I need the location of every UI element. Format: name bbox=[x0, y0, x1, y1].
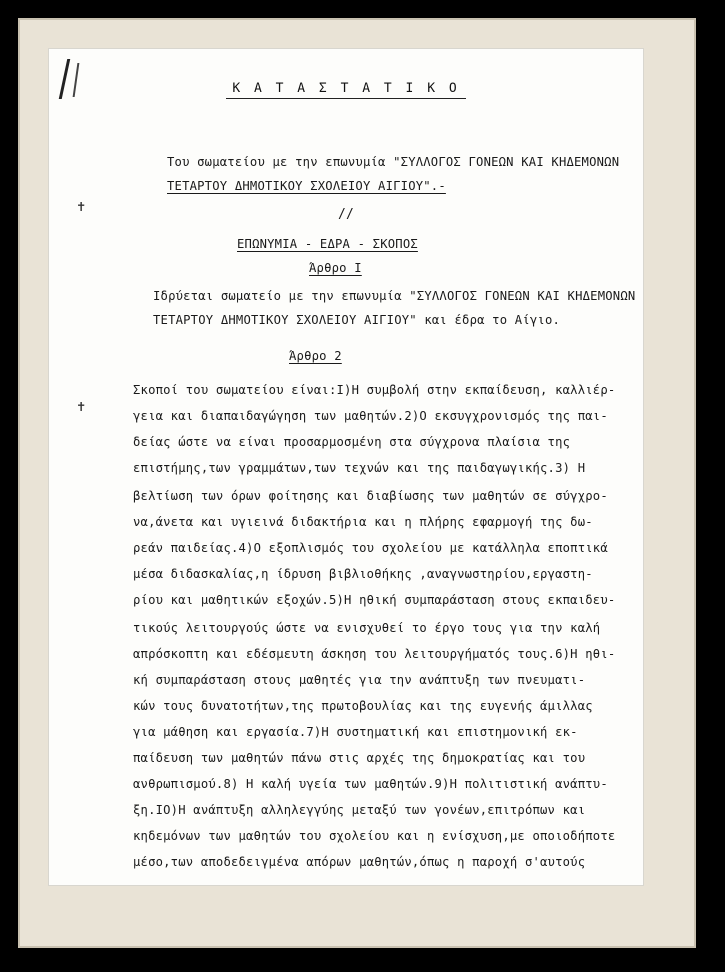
article-2-line: τικούς λειτουργούς ώστε να ενισχυθεί το έργο τους για την καλή bbox=[133, 621, 601, 635]
article-2-line: κή συμπαράσταση στους μαθητές για την ανάπτυξη των πνευματι- bbox=[133, 673, 586, 687]
document-page bbox=[48, 48, 644, 886]
article-2-line: μέσα διδασκαλίας,η ίδρυση βιβλιοθήκης ,αναγνωστηρίου,εργαστη- bbox=[133, 567, 593, 581]
article-2-line: ρίου και μαθητικών εξοχών.5)Η ηθική συμπαράσταση στους εκπαιδευ- bbox=[133, 593, 616, 607]
article-2-line: βελτίωση των όρων φοίτησης και διαβίωσης των μαθητών σε σύγχρο- bbox=[133, 489, 608, 503]
article-2-line: κών τους δυνατοτήτων,της πρωτοβουλίας και της ευγενής άμιλλας bbox=[133, 699, 593, 713]
article-2-line: ανθρωπισμού.8) Η καλή υγεία των μαθητών.9)Η πολιτιστική ανάπτυ- bbox=[133, 777, 608, 791]
intro-line-1: Του σωματείου με την επωνυμία "ΣΥΛΛΟΓΟΣ ΓΟΝΕΩΝ ΚΑΙ ΚΗΔΕΜΟΝΩΝ bbox=[167, 155, 620, 169]
article-2-line: παίδευση των μαθητών πάνω στις αρχές της δημοκρατίας και του bbox=[133, 751, 586, 765]
document-title-text: Κ Α Τ Α Σ Τ Α Τ Ι Κ Ο bbox=[226, 81, 465, 99]
article-2-line: απρόσκοπτη και εδέσμευτη άσκηση του λειτουργήματός τους.6)Η ηθι- bbox=[133, 647, 616, 661]
article-2-heading: Άρθρο 2 bbox=[289, 349, 342, 363]
document-title bbox=[49, 81, 643, 96]
article-2-line: να,άνετα και υγιεινά διδακτήρια και η πλήρης εφαρμογή της δω- bbox=[133, 515, 593, 529]
punch-hole-mark: ✝ bbox=[77, 199, 86, 215]
article-2-line: δείας ώστε να είναι προσαρμοσμένη στα σύγχρονα πλαίσια της bbox=[133, 435, 571, 449]
article-2-line: γεια και διαπαιδαγώγηση των μαθητών.2)Ο εκσυγχρονισμός της παι- bbox=[133, 409, 608, 423]
section-heading: ΕΠΩΝΥΜΙΑ - ΕΔΡΑ - ΣΚΟΠΟΣ bbox=[237, 237, 418, 251]
article-2-line: κηδεμόνων των μαθητών του σχολείου και η ενίσχυση,με οποιοδήποτε bbox=[133, 829, 616, 843]
article-2-line: για μάθηση και εργασία.7)Η συστηματική και επιστημονική εκ- bbox=[133, 725, 578, 739]
article-1-line: Ιδρύεται σωματείο με την επωνυμία "ΣΥΛΛΟΓΟΣ ΓΟΝΕΩΝ ΚΑΙ ΚΗΔΕΜΟΝΩΝ bbox=[153, 289, 636, 303]
article-2-line: ξη.ΙΟ)Η ανάπτυξη αλληλεγγύης μεταξύ των γονέων,επιτρόπων και bbox=[133, 803, 586, 817]
article-1-heading: Άρθρο Ι bbox=[309, 261, 362, 275]
separator: // bbox=[337, 207, 355, 222]
article-2-line: ρεάν παιδείας.4)Ο εξοπλισμός του σχολείου με κατάλληλα εποπτικά bbox=[133, 541, 608, 555]
article-2-line: Σκοποί του σωματείου είναι:Ι)Η συμβολή στην εκπαίδευση, καλλιέρ- bbox=[133, 383, 616, 397]
article-1-line: ΤΕΤΑΡΤΟΥ ΔΗΜΟΤΙΚΟΥ ΣΧΟΛΕΙΟΥ ΑΙΓΙΟΥ" και έδρα το Αίγιο. bbox=[153, 313, 561, 327]
article-2-line: επιστήμης,των γραμμάτων,των τεχνών και της παιδαγωγικής.3) Η bbox=[133, 461, 586, 475]
punch-hole-mark: ✝ bbox=[77, 399, 86, 415]
article-2-line: μέσο,των αποδεδειγμένα απόρων μαθητών,όπως η παροχή σ'αυτούς bbox=[133, 855, 586, 869]
intro-line-2: ΤΕΤΑΡΤΟΥ ΔΗΜΟΤΙΚΟΥ ΣΧΟΛΕΙΟΥ ΑΙΓΙΟΥ".- bbox=[167, 179, 446, 193]
